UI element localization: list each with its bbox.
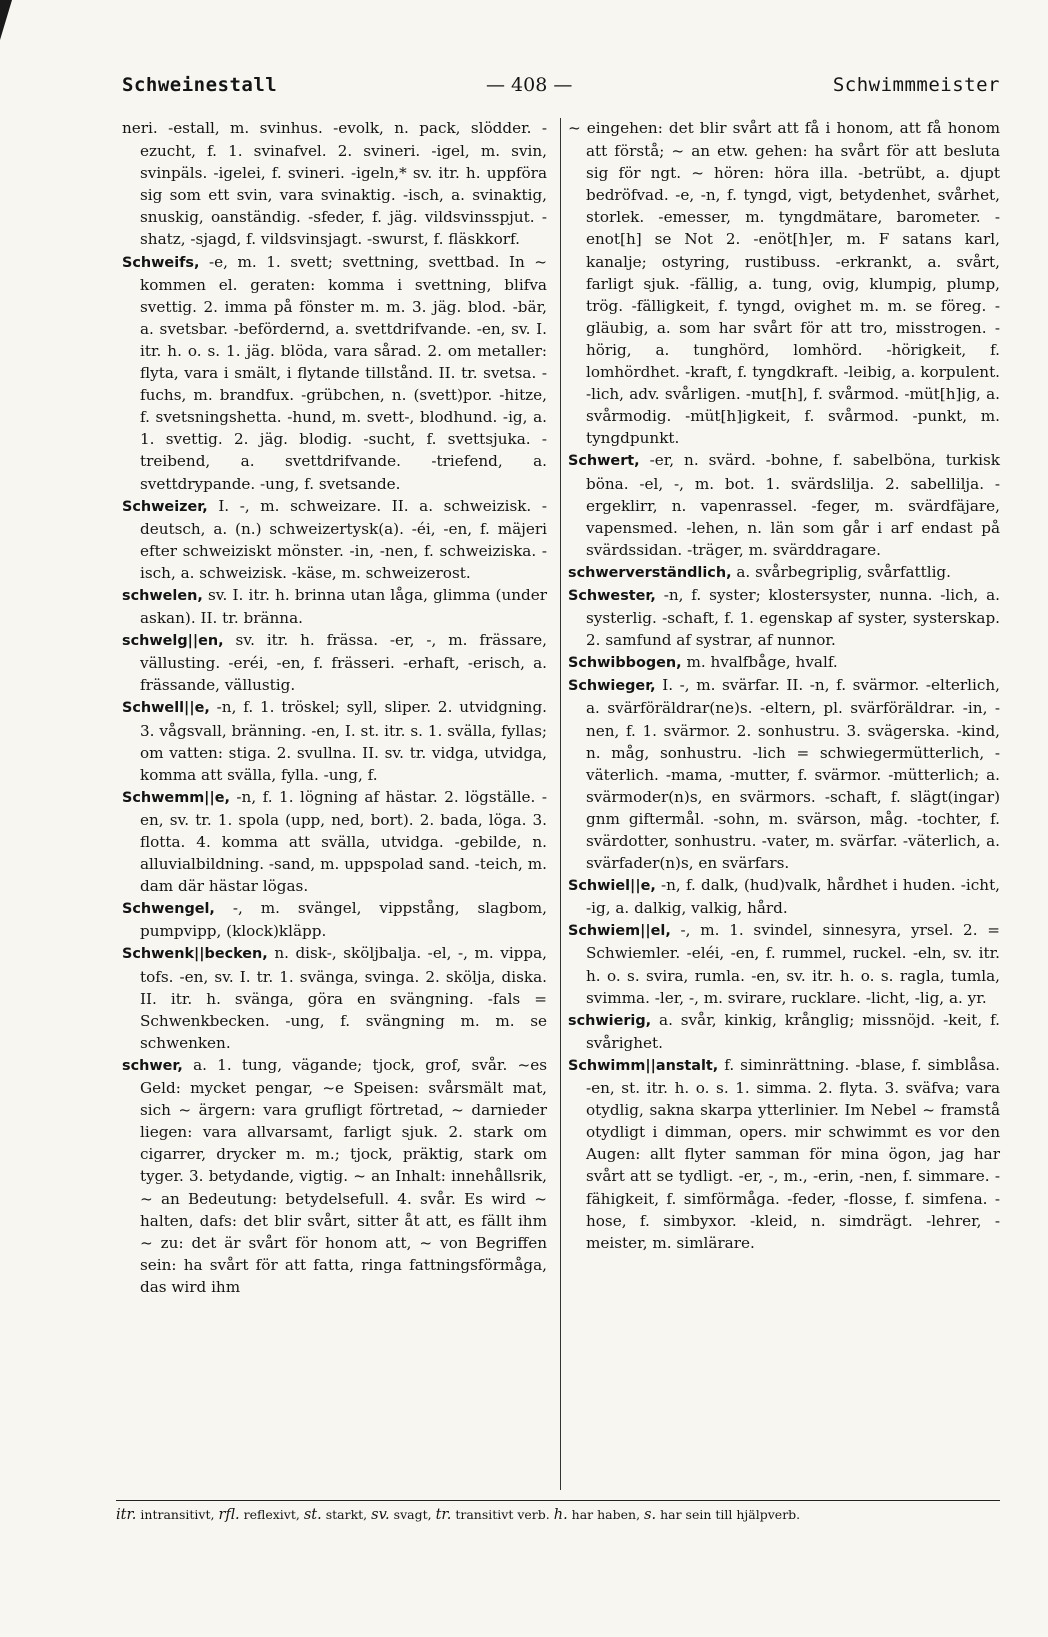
entry-text: neri. -estall, m. svinhus. -evolk, n. pack, slödder. -ezucht, f. 1. svinafvel. 2. svineri. -igel, m. svin, svinpäls. -igelei, f. svineri. -igeln,* sv. itr. h. uppföra sig som ett svin, vara svinaktig. -isch, a. svinaktig, snuskig, oanständig. -sfeder, f. jäg. vildsvinsspjut. -shatz, -sjagd, f. vildsvinsjagt. -swurst, f. fläskkorf. bbox=[122, 119, 547, 249]
entry-headword: Schwiel||e, bbox=[568, 878, 656, 895]
dictionary-entry bbox=[568, 651, 1000, 674]
entry-headword: schwelen, bbox=[122, 587, 203, 604]
dictionary-entry bbox=[122, 117, 547, 251]
dictionary-entry bbox=[568, 117, 1000, 449]
entry-text: -e, m. 1. svett; svettning, svettbad. In ~ kommen el. geraten: komma i svettning, blifva svettig. 2. imma på fönster m. m. 3. jäg. blod. -bär, a. svetsbar. -befördernd, a. svettdrifvande. -en, sv. I. itr. h. o. s. 1. jäg. blöda, vara sårad. 2. om metaller: flyta, vara i smält, i flytande tillstånd. II. tr. svetsa. -fuchs, m. brandfux. -grübchen, n. (svett)por. -hitze, f. svetsningshetta. -hund, m. svett-, blodhund. -ig, a. 1. svettig. 2. jäg. blodig. -sucht, f. svettsjuka. -treibend, a. svettdrifvande. -triefend, a. svettdrypande. -ung, f. svetsande. bbox=[140, 252, 548, 493]
abbr-itr-text: intransitivt, bbox=[140, 1507, 215, 1522]
abbr-h: h. bbox=[553, 1507, 568, 1523]
dictionary-entry bbox=[568, 449, 1000, 560]
abbr-rfl-text: reflexivt, bbox=[243, 1507, 300, 1522]
entry-text: ~ eingehen: det blir svårt att få i honom, att få honom att förstå; ~ an etw. gehen: ha svårt för att besluta sig för ngt. ~ hören: höra illa. -betrübt, a. djupt bedröfvad. -e, -n, f. tyngd, vigt, betydenhet, svårhet, storlek. -emesser, m. tyngdmätare, barometer. -enot[h] se Not 2. -enöt[h]er, m. F satans karl, kanalje; ostyring, rustibuss. -erkrankt, a. svårt, farligt sjuk. -fällig, a. tung, ovig, klumpig, plump, trög. -fälligkeit, f. tyngd, ovighet m. m. se föreg. -gläubig, a. som har svårt för att tro, misstrogen. -hörig, a. tunghörd, lomhörd. -hörigkeit, f. lomhördhet. -kraft, f. tyngdkraft. -leibig, a. korpulent. -lich, adv. svårligen. -mut[h], f. svårmod. -müt[h]ig, a. svårmodig. -müt[h]igkeit, f. svårmod. -punkt, m. tyngdpunkt. bbox=[568, 119, 1000, 448]
dictionary-entry bbox=[122, 495, 547, 584]
entry-text: a. svårbegriplig, svårfattlig. bbox=[736, 562, 951, 581]
right-column bbox=[568, 117, 1000, 1254]
entry-headword: schwierig, bbox=[568, 1012, 652, 1029]
dictionary-entry bbox=[122, 942, 547, 1053]
entry-headword: Schwibbogen, bbox=[568, 655, 682, 672]
abbr-itr: itr. bbox=[116, 1507, 137, 1523]
dictionary-entry bbox=[122, 1054, 547, 1298]
entry-headword: Schwert, bbox=[568, 453, 640, 470]
entry-text: sv. itr. h. frässa. -er, -, m. frässare, vällusting. -eréi, -en, f. frässeri. -erhaft, -erisch, a. frässande, vällustig. bbox=[140, 631, 548, 695]
entry-text: -n, f. dalk, (hud)valk, hårdhet i huden. -icht, -ig, a. dalkig, valkig, hård. bbox=[586, 876, 1001, 918]
dictionary-entry bbox=[122, 696, 547, 785]
abbr-sv: sv. bbox=[371, 1507, 390, 1523]
dictionary-entry bbox=[568, 874, 1000, 919]
left-column bbox=[122, 117, 547, 1298]
dictionary-entry bbox=[568, 584, 1000, 651]
entry-text: m. hvalfbåge, hvalf. bbox=[686, 653, 838, 672]
dictionary-entry bbox=[122, 786, 547, 897]
entry-headword: schwer, bbox=[122, 1057, 183, 1074]
page-number: — 408 — bbox=[486, 74, 573, 96]
entry-text: a. svår, kinkig, krånglig; missnöjd. -keit, f. svårighet. bbox=[586, 1010, 1000, 1052]
entry-headword: Schwemm||e, bbox=[122, 789, 230, 806]
dictionary-entry bbox=[122, 629, 547, 696]
dictionary-entry bbox=[122, 897, 547, 942]
dictionary-entry bbox=[568, 674, 1000, 874]
entry-headword: Schwengel, bbox=[122, 901, 215, 918]
header-first-word: Schweinestall bbox=[122, 74, 278, 96]
abbr-st: st. bbox=[303, 1507, 322, 1523]
entry-text: -, m. svängel, vippstång, slagbom, pumpvipp, (klock)kläpp. bbox=[140, 899, 547, 941]
entry-text: -, m. 1. svindel, sinnesyra, yrsel. 2. = Schwiemler. -eléi, -en, f. rummel, ruckel. -eln, sv. itr. h. o. s. svira, rumla. -en, sv. itr. h. o. s. ragla, tumla, svimma. -ler, -, m. svirare, rucklare. -licht, -lig, a. yr. bbox=[586, 921, 1000, 1007]
page-corner-shadow bbox=[0, 0, 12, 40]
abbr-tr: tr. bbox=[435, 1507, 452, 1523]
dictionary-entry bbox=[568, 1054, 1000, 1254]
entry-headword: schwelg||en, bbox=[122, 633, 224, 650]
abbr-s: s. bbox=[644, 1507, 657, 1523]
dictionary-entry bbox=[122, 251, 547, 495]
dictionary-entry bbox=[122, 584, 547, 629]
abbr-st-text: starkt, bbox=[325, 1507, 368, 1522]
entry-headword: Schwenk||becken, bbox=[122, 946, 268, 963]
abbreviation-legend bbox=[116, 1507, 1000, 1523]
entry-headword: Schwimm||anstalt, bbox=[568, 1057, 719, 1074]
entry-headword: schwerverständlich, bbox=[568, 564, 732, 581]
entry-headword: Schwell||e, bbox=[122, 700, 210, 717]
page-header bbox=[122, 74, 1000, 104]
entry-headword: Schweifs, bbox=[122, 254, 200, 271]
entry-text: -er, n. svärd. -bohne, f. sabelböna, turkisk böna. -el, -, m. bot. 1. svärdslilja. 2. sabellilja. -ergeklirr, n. vapenrassel. -feger, m. svärdfäjare, vapensmed. -lehen, n. län som går i arf endast på svärdssidan. -träger, m. svärddragare. bbox=[586, 451, 1001, 559]
entry-headword: Schweizer, bbox=[122, 498, 208, 515]
entry-text: sv. I. itr. h. brinna utan låga, glimma (under askan). II. tr. bränna. bbox=[140, 585, 548, 628]
abbr-h-text: har haben, bbox=[571, 1507, 641, 1522]
abbr-sv-text: svagt, bbox=[393, 1507, 432, 1522]
entry-text: -n, f. 1. tröskel; syll, sliper. 2. utvidgning. 3. vågsvall, bränning. -en, I. st. itr. s. 1. svälla, fyllas; om vatten: stiga. 2. svullna. II. sv. tr. vidga, utvidga, komma att svälla, fylla. -ung, f. bbox=[140, 698, 547, 784]
abbr-tr-text: transitivt verb. bbox=[455, 1507, 550, 1522]
entry-text: -n, f. 1. lögning af hästar. 2. lögställe. -en, sv. tr. 1. spola (upp, ned, bort). 2. bada, löga. 3. flotta. 4. komma att svälla, utvidga. -gebilde, n. alluvialbildning. -sand, m. uppspolad sand. -teich, m. dam där hästar lögas. bbox=[140, 787, 547, 896]
column-divider bbox=[560, 118, 561, 1490]
abbr-rfl: rfl. bbox=[218, 1507, 240, 1523]
dictionary-entry bbox=[568, 561, 1000, 584]
header-last-word: Schwimmmeister bbox=[832, 74, 1000, 96]
dictionary-entry bbox=[568, 919, 1000, 1008]
entry-text: a. 1. tung, vägande; tjock, grof, svår. ~es Geld: mycket pengar, ~e Speisen: svårsmält mat, sich ~ ärgern: vara grufligt förtretad, ~ darnieder liegen: vara allvarsamt, farligt sjuk. 2. stark om cigarrer, drycker m. m.; tjock, präktig, stark om tyger. 3. betydande, vigtig. ~ an Inhalt: innehållsrik, ~ an Bedeutung: betydelsefull. 4. svår. Es wird ~ halten, dafs: det blir svårt, sitter åt att, es fällt ihm ~ zu: det är svårt för honom att, ~ von Begriffen sein: ha svårt för att fatta, ringa fattningsförmåga, das wird ihm bbox=[140, 1055, 548, 1296]
abbr-s-text: har sein till hjälpverb. bbox=[660, 1507, 801, 1522]
entry-headword: Schwiem||el, bbox=[568, 923, 671, 940]
dictionary-entry bbox=[568, 1009, 1000, 1054]
entry-text: f. siminrättning. -blase, f. simblåsa. -en, st. itr. h. o. s. 1. simma. 2. flyta. 3. sväfva; vara otydlig, sakna skarpa ytterlinier. Im Nebel ~ framstå otydligt i dimman, opers. mir schwimmt es vor den Augen: allt flyter samman för mina ögon, jag har svårt att se tydligt. -er, -, m., -erin, -nen, f. simmare. -fähigkeit, f. simförmåga. -feder, -flosse, f. simfena. -hose, f. simbyxor. -kleid, n. simdrägt. -lehrer, -meister, m. simlärare. bbox=[586, 1055, 1000, 1252]
entry-text: n. disk-, sköljbalja. -el, -, m. vippa, tofs. -en, sv. I. tr. 1. svänga, svinga. 2. skölja, diska. II. itr. h. svänga, göra en svängning. -fals = Schwenkbecken. -ung, f. svängning m. m. se schwenken. bbox=[140, 944, 547, 1052]
entry-headword: Schwester, bbox=[568, 587, 656, 604]
entry-headword: Schwieger, bbox=[568, 678, 656, 695]
footer-rule bbox=[116, 1500, 1000, 1501]
entry-text: -n, f. syster; klostersyster, nunna. -lich, a. systerlig. -schaft, f. 1. egenskap af syster, systerskap. 2. samfund af systrar, af nunnor. bbox=[586, 585, 1000, 650]
entry-text: I. -, m. svärfar. II. -n, f. svärmor. -elterlich, a. svärföräldrar(ne)s. -eltern, pl. svärföräldrar. -in, -nen, f. 1. svärmor. 2. sonhustru. 3. svägerska. -kind, n. måg, sonhustru. -lich = schwiegermütterlich, -väterlich. -mama, -mutter, f. svärmor. -mütterlich; a. svärmoder(n)s, en svärmors. -schaft, f. slägt(ingar) gnm giftermål. -sohn, m. svärson, måg. -tochter, f. svärdotter, sonhustru. -vater, m. svärfar. -väterlich, a. svärfader(n)s, en svärfars. bbox=[586, 676, 1001, 873]
entry-text: I. -, m. schweizare. II. a. schweizisk. -deutsch, a. (n.) schweizertysk(a). -éi, -en, f. mäjeri efter schweiziskt mönster. -in, -nen, f. schweiziska. -isch, a. schweizisk. -käse, m. schweizerost. bbox=[140, 496, 547, 582]
